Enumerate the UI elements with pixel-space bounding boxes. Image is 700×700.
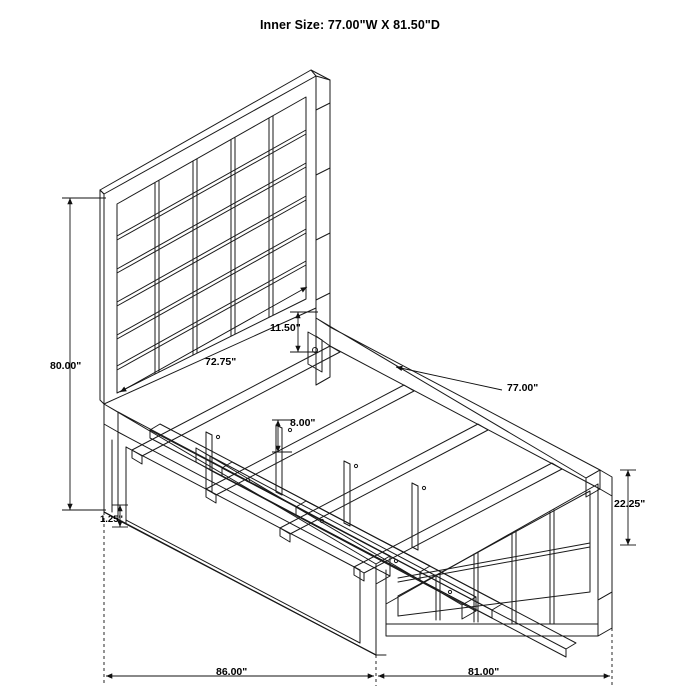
dim-label-headboard-height: 80.00" <box>50 360 82 372</box>
dim-label-inner-width: 77.00" <box>507 382 539 394</box>
headboard-post-detail <box>316 103 330 300</box>
dim-label-overall-length: 86.00" <box>216 666 248 678</box>
dim-label-overall-width: 81.00" <box>468 666 500 678</box>
headboard-frame <box>100 70 330 404</box>
dim-label-footboard-height: 22.25" <box>614 498 646 510</box>
headboard-grid <box>117 116 306 374</box>
dimline-inner-width <box>396 367 502 390</box>
dim-label-rail-thickness: 1.25" <box>100 514 123 525</box>
page-title: Inner Size: 77.00"W X 81.50"D <box>259 18 441 32</box>
dim-label-headboard-to-rail: 11.50" <box>270 322 301 334</box>
dim-label-headboard-width: 72.75" <box>205 356 237 368</box>
footboard <box>386 470 612 636</box>
dimline-headboard-width <box>120 287 307 392</box>
dim-label-slat-height: 8.00" <box>290 417 316 429</box>
bed-rails-and-slats <box>104 318 600 657</box>
